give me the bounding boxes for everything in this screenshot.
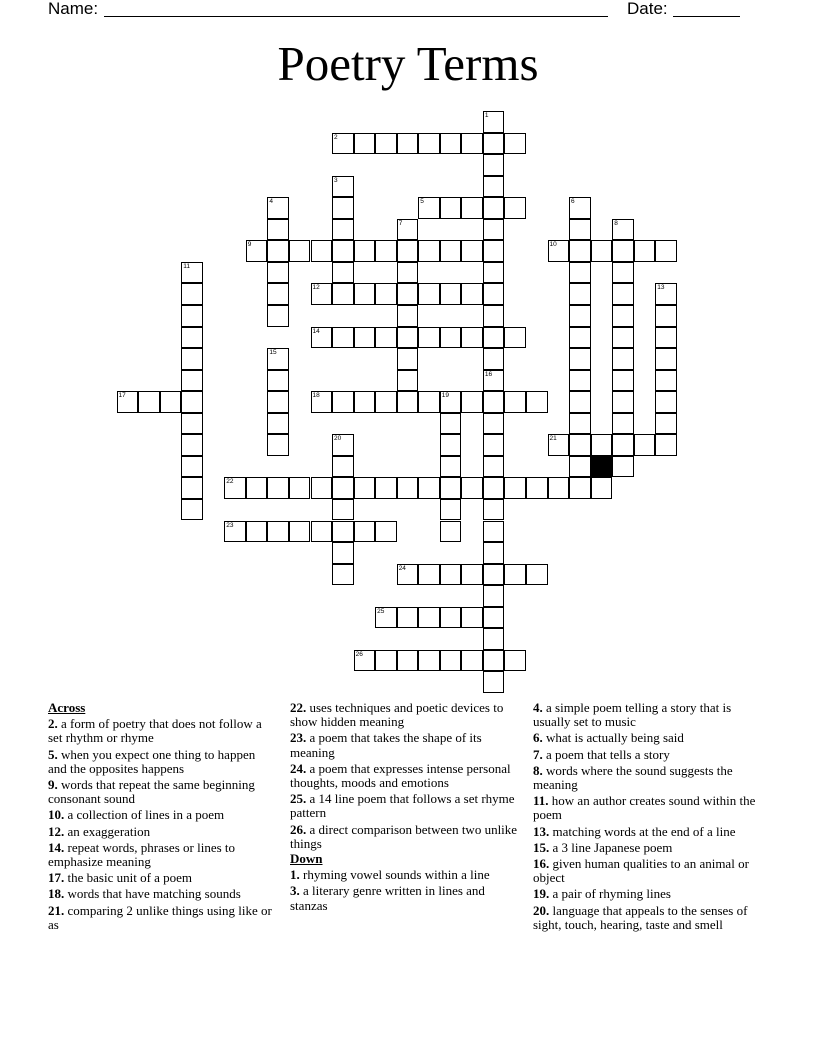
clues-column-1 (48, 700, 273, 932)
grid-cell[interactable] (267, 370, 289, 392)
grid-cell[interactable] (375, 283, 397, 305)
grid-cell[interactable] (440, 607, 462, 629)
clue-down-7: 7. a poem that tells a story (533, 746, 670, 762)
grid-cell[interactable] (483, 327, 505, 349)
grid-cell[interactable] (311, 391, 333, 413)
grid-cell[interactable] (418, 477, 440, 499)
clue-number: 17 (118, 392, 126, 400)
grid-cell[interactable] (461, 240, 483, 262)
clue-down-20: 20. language that appeals to the senses of sight, touch, hearing, taste and smell (533, 902, 748, 932)
grid-cell[interactable] (440, 413, 462, 435)
grid-cell[interactable] (548, 477, 570, 499)
grid-cell[interactable] (181, 434, 203, 456)
clue-down-13: 13. matching words at the end of a line (533, 823, 736, 839)
grid-cell[interactable] (289, 240, 311, 262)
grid-cell[interactable] (440, 327, 462, 349)
grid-cell[interactable] (504, 477, 526, 499)
grid-cell[interactable] (354, 133, 376, 155)
grid-cell[interactable] (655, 391, 677, 413)
grid-cell[interactable] (569, 283, 591, 305)
grid-cell[interactable] (246, 521, 268, 543)
clue-down-6: 6. what is actually being said (533, 730, 684, 746)
grid-cell[interactable] (397, 305, 419, 327)
grid-cell[interactable] (397, 477, 419, 499)
grid-cell[interactable] (612, 348, 634, 370)
grid-cell[interactable] (655, 305, 677, 327)
grid-cell[interactable] (397, 262, 419, 284)
grid-cell[interactable] (354, 521, 376, 543)
grid-cell[interactable] (354, 327, 376, 349)
grid-cell[interactable] (612, 456, 634, 478)
grid-cell[interactable] (267, 262, 289, 284)
grid-cell[interactable] (483, 542, 505, 564)
grid-cell[interactable] (267, 434, 289, 456)
grid-cell[interactable] (375, 240, 397, 262)
clue-across-21: 21. comparing 2 unlike things using like or as (48, 902, 272, 932)
grid-cell[interactable] (461, 327, 483, 349)
grid-cell[interactable] (504, 564, 526, 586)
clue-number: 8 (614, 219, 618, 227)
grid-cell[interactable] (569, 262, 591, 284)
grid-cell[interactable] (440, 240, 462, 262)
grid-cell[interactable] (504, 327, 526, 349)
clue-down-4: 4. a simple poem telling a story that is usually set to music (533, 700, 732, 730)
grid-cell[interactable] (483, 607, 505, 629)
grid-cell[interactable] (332, 197, 354, 219)
grid-cell[interactable] (246, 240, 268, 262)
grid-cell[interactable] (267, 413, 289, 435)
grid-cell[interactable] (612, 391, 634, 413)
grid-cell[interactable] (354, 650, 376, 672)
clues-column-3 (533, 700, 768, 932)
grid-cell[interactable] (289, 521, 311, 543)
grid-cell[interactable] (612, 219, 634, 241)
grid-cell[interactable] (267, 391, 289, 413)
grid-cell[interactable] (375, 477, 397, 499)
grid-cell[interactable] (418, 564, 440, 586)
grid-cell[interactable] (655, 240, 677, 262)
grid-cell[interactable] (655, 413, 677, 435)
grid-cell[interactable] (569, 370, 591, 392)
grid-cell[interactable] (483, 111, 505, 133)
clue-number: 7 (398, 219, 403, 227)
grid-cell[interactable] (612, 434, 634, 456)
grid-cell[interactable] (375, 521, 397, 543)
grid-block (591, 456, 613, 478)
grid-cell[interactable] (354, 240, 376, 262)
clue-number: 19 (441, 392, 450, 400)
grid-cell[interactable] (655, 327, 677, 349)
grid-cell[interactable] (483, 499, 505, 521)
grid-cell[interactable] (461, 283, 483, 305)
grid-cell[interactable] (548, 434, 570, 456)
clue-number: 20 (334, 435, 342, 443)
grid-cell[interactable] (418, 133, 440, 155)
grid-cell[interactable] (569, 434, 591, 456)
clue-number: 16 (484, 370, 493, 378)
grid-cell[interactable] (483, 477, 505, 499)
grid-cell[interactable] (440, 133, 462, 155)
grid-cell[interactable] (354, 477, 376, 499)
grid-cell[interactable] (483, 240, 505, 262)
grid-cell[interactable] (440, 391, 462, 413)
grid-cell[interactable] (483, 305, 505, 327)
grid-cell[interactable] (440, 477, 462, 499)
grid-cell[interactable] (483, 219, 505, 241)
clue-across-14: 14. repeat words, phrases or lines to emphasize meaning (48, 839, 236, 870)
grid-cell[interactable] (375, 607, 397, 629)
clue-number: 13 (657, 284, 665, 292)
grid-cell[interactable] (332, 542, 354, 564)
grid-cell[interactable] (504, 133, 526, 155)
grid-cell[interactable] (332, 176, 354, 198)
grid-cell[interactable] (461, 197, 483, 219)
grid-cell[interactable] (267, 219, 289, 241)
clue-down-19: 19. a pair of rhyming lines (533, 886, 671, 902)
grid-cell[interactable] (332, 327, 354, 349)
down-heading: Down (290, 851, 323, 867)
grid-cell[interactable] (160, 391, 182, 413)
grid-cell[interactable] (440, 434, 462, 456)
grid-cell[interactable] (483, 133, 505, 155)
grid-cell[interactable] (526, 391, 548, 413)
grid-cell[interactable] (440, 650, 462, 672)
grid-cell[interactable] (483, 434, 505, 456)
grid-cell[interactable] (418, 197, 440, 219)
grid-cell[interactable] (311, 477, 333, 499)
clue-number: 23 (226, 521, 234, 529)
page-title: Poetry Terms (277, 36, 539, 91)
grid-cell[interactable] (397, 370, 419, 392)
grid-cell[interactable] (418, 607, 440, 629)
clue-number: 14 (312, 327, 320, 335)
clue-across-24: 24. a poem that expresses intense personal thoughts, moods and emotions (290, 760, 511, 791)
clue-down-11: 11. how an author creates sound within the poem (533, 793, 756, 823)
grid-cell[interactable] (397, 327, 419, 349)
grid-cell[interactable] (397, 133, 419, 155)
grid-cell[interactable] (267, 521, 289, 543)
grid-cell[interactable] (569, 197, 591, 219)
clue-number: 10 (549, 241, 557, 249)
grid-cell[interactable] (375, 133, 397, 155)
grid-cell[interactable] (267, 283, 289, 305)
grid-cell[interactable] (181, 262, 203, 284)
grid-cell[interactable] (483, 154, 505, 176)
grid-cell[interactable] (397, 240, 419, 262)
clue-across-26: 26. a direct comparison between two unlike things (290, 821, 518, 851)
grid-cell[interactable] (483, 283, 505, 305)
grid-cell[interactable] (483, 456, 505, 478)
grid-cell[interactable] (181, 477, 203, 499)
grid-cell[interactable] (375, 327, 397, 349)
grid-cell[interactable] (246, 477, 268, 499)
grid-cell[interactable] (483, 391, 505, 413)
clue-down-3: 3. a literary genre written in lines and stanzas (290, 883, 485, 913)
grid-cell[interactable] (267, 477, 289, 499)
grid-cell[interactable] (483, 650, 505, 672)
grid-cell[interactable] (504, 391, 526, 413)
grid-cell[interactable] (504, 650, 526, 672)
grid-cell[interactable] (440, 283, 462, 305)
grid-cell[interactable] (138, 391, 160, 413)
grid-cell[interactable] (332, 499, 354, 521)
grid-cell[interactable] (418, 240, 440, 262)
clues-column-2 (290, 700, 520, 913)
grid-cell[interactable] (569, 413, 591, 435)
grid-cell[interactable] (612, 262, 634, 284)
grid-cell[interactable] (483, 564, 505, 586)
grid-cell[interactable] (181, 499, 203, 521)
grid-cell[interactable] (483, 370, 505, 392)
clue-number: 4 (269, 198, 274, 206)
grid-cell[interactable] (440, 521, 462, 543)
grid-cell[interactable] (569, 456, 591, 478)
grid-cell[interactable] (483, 197, 505, 219)
grid-cell[interactable] (504, 197, 526, 219)
clue-number: 12 (312, 284, 320, 292)
date-label: Date: (627, 0, 668, 18)
grid-cell[interactable] (289, 477, 311, 499)
grid-cell[interactable] (569, 327, 591, 349)
grid-cell[interactable] (612, 327, 634, 349)
grid-cell[interactable] (612, 240, 634, 262)
grid-cell[interactable] (181, 413, 203, 435)
clue-number: 3 (334, 176, 338, 184)
grid-cell[interactable] (440, 499, 462, 521)
grid-cell[interactable] (332, 391, 354, 413)
grid-cell[interactable] (267, 305, 289, 327)
grid-cell[interactable] (526, 477, 548, 499)
grid-cell[interactable] (332, 133, 354, 155)
grid-cell[interactable] (612, 283, 634, 305)
grid-cell[interactable] (332, 521, 354, 543)
grid-cell[interactable] (181, 456, 203, 478)
grid-cell[interactable] (332, 283, 354, 305)
clue-across-9: 9. words that repeat the same beginning consonant sound (48, 777, 255, 807)
clue-number: 25 (377, 607, 385, 615)
grid-cell[interactable] (332, 240, 354, 262)
grid-cell[interactable] (181, 348, 203, 370)
clue-number: 21 (549, 435, 557, 443)
grid-cell[interactable] (569, 240, 591, 262)
grid-cell[interactable] (418, 283, 440, 305)
clue-number: 18 (312, 392, 320, 400)
grid-cell[interactable] (267, 240, 289, 262)
grid-cell[interactable] (397, 348, 419, 370)
grid-cell[interactable] (569, 219, 591, 241)
grid-cell[interactable] (117, 391, 139, 413)
clue-across-12: 12. an exaggeration (48, 823, 151, 839)
grid-cell[interactable] (569, 477, 591, 499)
grid-cell[interactable] (612, 305, 634, 327)
clue-down-1: 1. rhyming vowel sounds within a line (290, 867, 490, 883)
grid-cell[interactable] (397, 607, 419, 629)
clue-number: 6 (571, 198, 575, 206)
grid-cell[interactable] (569, 391, 591, 413)
clue-across-2: 2. a form of poetry that does not follow a set rhythm or rhyme (48, 716, 262, 746)
clue-number: 1 (484, 112, 489, 119)
grid-cell[interactable] (397, 391, 419, 413)
grid-cell[interactable] (311, 283, 333, 305)
grid-cell[interactable] (483, 262, 505, 284)
grid-cell[interactable] (224, 521, 246, 543)
clue-down-8: 8. words where the sound suggests the meaning (533, 762, 733, 793)
clue-across-22: 22. uses techniques and poetic devices to show hidden meaning (290, 700, 504, 730)
grid-cell[interactable] (655, 348, 677, 370)
grid-cell[interactable] (591, 434, 613, 456)
grid-cell[interactable] (634, 434, 656, 456)
grid-cell[interactable] (483, 348, 505, 370)
grid-cell[interactable] (591, 240, 613, 262)
clue-down-15: 15. a 3 line Japanese poem (533, 839, 673, 855)
clue-number: 5 (420, 198, 424, 206)
grid-cell[interactable] (461, 391, 483, 413)
grid-cell[interactable] (612, 370, 634, 392)
grid-cell[interactable] (332, 434, 354, 456)
grid-cell[interactable] (440, 564, 462, 586)
grid-cell[interactable] (483, 628, 505, 650)
grid-cell[interactable] (181, 305, 203, 327)
grid-cell[interactable] (181, 370, 203, 392)
name-label: Name: (48, 0, 99, 18)
clue-number: 24 (398, 564, 406, 572)
clue-across-23: 23. a poem that takes the shape of its meaning (290, 730, 482, 760)
grid-cell[interactable] (332, 456, 354, 478)
grid-cell[interactable] (332, 219, 354, 241)
grid-cell[interactable] (483, 176, 505, 198)
grid-cell[interactable] (655, 283, 677, 305)
grid-cell[interactable] (397, 650, 419, 672)
grid-cell[interactable] (354, 391, 376, 413)
clue-number: 2 (334, 133, 338, 141)
grid-cell[interactable] (418, 650, 440, 672)
grid-cell[interactable] (526, 564, 548, 586)
grid-cell[interactable] (375, 391, 397, 413)
clue-across-5: 5. when you expect one thing to happen and the opposites happens (48, 746, 256, 776)
grid-cell[interactable] (483, 671, 505, 693)
grid-cell[interactable] (461, 477, 483, 499)
grid-cell[interactable] (483, 521, 505, 543)
grid-cell[interactable] (461, 133, 483, 155)
clue-number: 22 (226, 478, 234, 486)
grid-cell[interactable] (311, 327, 333, 349)
clue-across-25: 25. a 14 line poem that follows a set rhyme pattern (290, 791, 515, 821)
grid-cell[interactable] (311, 240, 333, 262)
grid-cell[interactable] (634, 240, 656, 262)
grid-cell[interactable] (483, 585, 505, 607)
clue-number: 9 (247, 241, 252, 249)
grid-cell[interactable] (461, 564, 483, 586)
grid-cell[interactable] (440, 456, 462, 478)
grid-cell[interactable] (332, 564, 354, 586)
grid-cell[interactable] (483, 413, 505, 435)
grid-cell[interactable] (569, 348, 591, 370)
clue-across-17: 17. the basic unit of a poem (48, 870, 193, 886)
grid-cell[interactable] (418, 391, 440, 413)
clue-down-16: 16. given human qualities to an animal or object (533, 856, 749, 886)
grid-cell[interactable] (267, 348, 289, 370)
grid-cell[interactable] (548, 240, 570, 262)
clue-number: 11 (183, 262, 190, 270)
clue-number: 26 (355, 650, 363, 658)
grid-cell[interactable] (332, 477, 354, 499)
grid-cell[interactable] (311, 521, 333, 543)
grid-cell[interactable] (267, 197, 289, 219)
grid-cell[interactable] (591, 477, 613, 499)
grid-cell[interactable] (461, 650, 483, 672)
across-heading: Across (48, 700, 86, 715)
clue-across-10: 10. a collection of lines in a poem (48, 807, 225, 823)
grid-cell[interactable] (461, 607, 483, 629)
grid-cell[interactable] (181, 391, 203, 413)
grid-cell[interactable] (612, 413, 634, 435)
grid-cell[interactable] (181, 283, 203, 305)
grid-cell[interactable] (375, 650, 397, 672)
grid-cell[interactable] (655, 434, 677, 456)
grid-cell[interactable] (354, 283, 376, 305)
grid-cell[interactable] (397, 283, 419, 305)
grid-cell[interactable] (418, 327, 440, 349)
grid-cell[interactable] (332, 262, 354, 284)
grid-cell[interactable] (440, 197, 462, 219)
clue-number: 15 (269, 349, 277, 357)
clue-across-18: 18. words that have matching sounds (48, 886, 241, 902)
grid-cell[interactable] (181, 327, 203, 349)
grid-cell[interactable] (655, 370, 677, 392)
grid-cell[interactable] (397, 564, 419, 586)
grid-cell[interactable] (224, 477, 246, 499)
grid-cell[interactable] (569, 305, 591, 327)
grid-cell[interactable] (397, 219, 419, 241)
